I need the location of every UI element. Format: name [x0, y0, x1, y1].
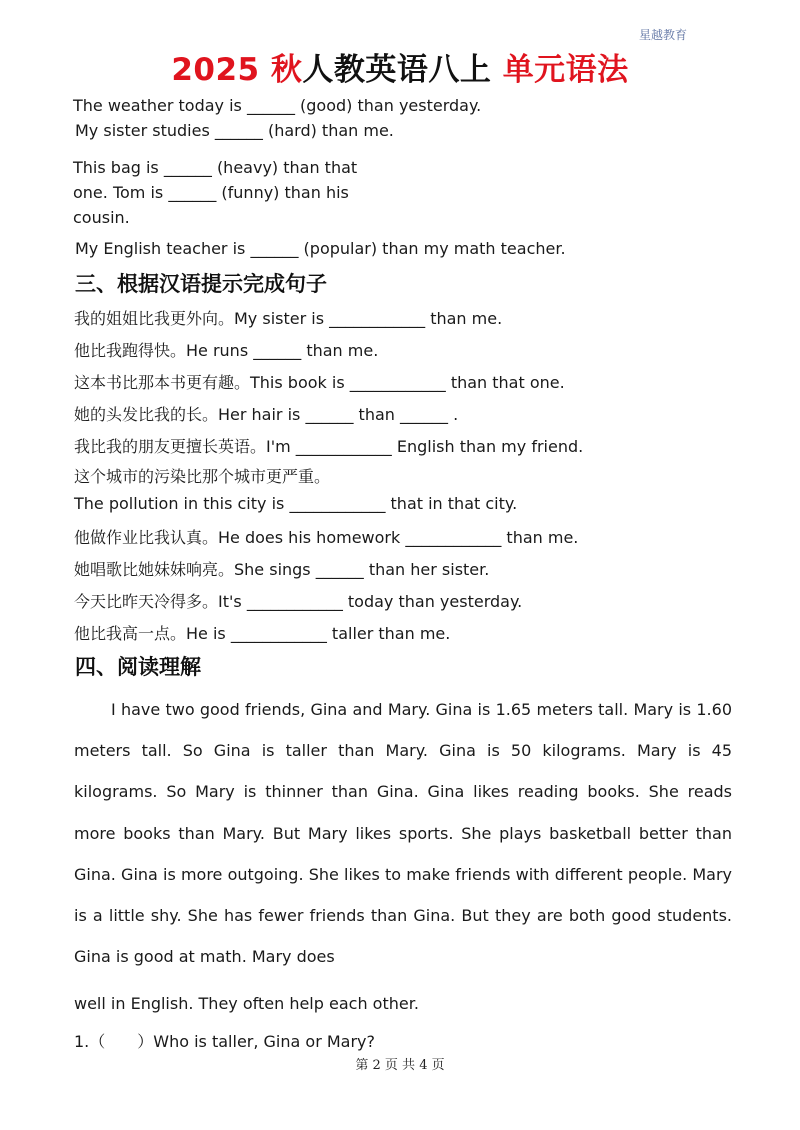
title-course: 人教英语八上 — [302, 52, 503, 88]
passage-tail: well in English. They often help each other. — [74, 994, 419, 1013]
question-1: 1.（ ）Who is taller, Gina or Mary? — [74, 1032, 376, 1051]
sentence-item: 今天比昨天冷得多。It's ____________ today than yesterday. — [74, 592, 523, 611]
section4-heading: 四、阅读理解 — [75, 655, 201, 679]
page-footer: 第 2 页 共 4 页 — [355, 1058, 445, 1073]
sentence-item: 她唱歌比她妹妹响亮。She sings ______ than her sister. — [74, 560, 490, 579]
sentence-item: 这个城市的污染比那个城市更严重。 — [74, 467, 331, 486]
sentence-item: 他比我高一点。He is ____________ taller than me. — [74, 624, 451, 643]
title-topic: 单元语法 — [502, 52, 629, 88]
exercise-line: This bag is ______ (heavy) than that one. Tom is ______ (funny) than his cousin. — [73, 158, 358, 227]
exercise-line: The weather today is ______ (good) than yesterday. — [73, 96, 482, 115]
sentence-item: 这本书比那本书更有趣。This book is ____________ than that one. — [74, 373, 565, 392]
exercise-line: My sister studies ______ (hard) than me. — [75, 121, 394, 140]
page-title — [0, 44, 800, 89]
sentence-item: 他比我跑得快。He runs ______ than me. — [74, 341, 379, 360]
sentence-item: 他做作业比我认真。He does his homework ____________ than me. — [74, 528, 579, 547]
sentence-item: 她的头发比我的长。Her hair is ______ than ______ . — [74, 405, 459, 424]
sentence-item: 我的姐姐比我更外向。My sister is ____________ than me. — [74, 309, 503, 328]
passage-text: I have two good friends, Gina and Mary. Gina is 1.65 meters tall. Mary is 1.60 meters tall. So Gina is taller than Mary. Gina is 50 kilograms. Mary is 45 kilograms. So Mary is thinner than Gina. Gina likes reading books. She reads more books than Mary. But Mary likes sports. She plays basketball better than Gina. Gina is more outgoing. She likes to make friends with different people. Mary is a little shy. She has fewer friends than Gina. But they are both good students. Gina is good at math. Mary does — [74, 700, 732, 967]
sentence-item: 我比我的朋友更擅长英语。I'm ____________ English than my friend. — [74, 437, 584, 456]
title-year-term: 2025 秋 — [171, 52, 303, 88]
exercise-line: My English teacher is ______ (popular) than my math teacher. — [75, 239, 566, 258]
sentence-item: The pollution in this city is ____________ that in that city. — [74, 494, 518, 513]
header-brand: 星越教育 — [638, 28, 687, 42]
reading-passage — [74, 689, 732, 977]
section3-heading: 三、根据汉语提示完成句子 — [75, 272, 327, 296]
